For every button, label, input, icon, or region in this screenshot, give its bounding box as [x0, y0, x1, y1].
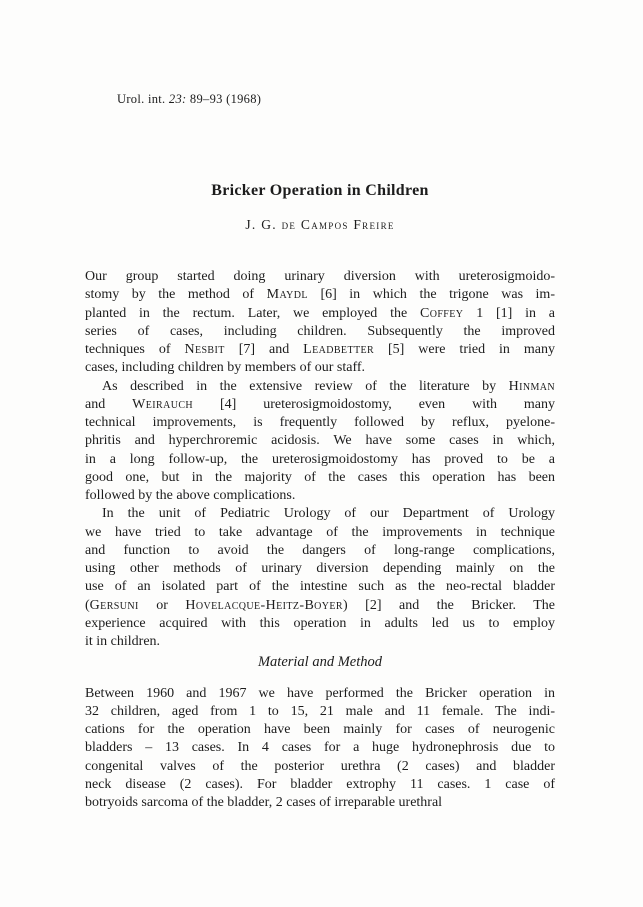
- paragraph: [85, 268, 555, 378]
- text-line: and Weirauch [4] ureterosigmoidostomy, even with many: [85, 396, 555, 412]
- text-line: using other methods of urinary diversion depending mainly on the: [85, 561, 555, 576]
- text-line: planted in the rectum. Later, we employed the Coffey 1 [1] in a: [85, 305, 555, 321]
- text-line: cations for the operation have been mainly for cases of neurogenic: [85, 722, 555, 737]
- small-caps-name: Nesbit: [184, 342, 225, 357]
- text-line: neck disease (2 cases). For bladder extrophy 11 cases. 1 case of: [85, 776, 555, 792]
- text-line: good one, but in the majority of the cases this operation has been: [85, 469, 555, 485]
- text-line: As described in the extensive review of the literature by Hinman: [102, 378, 555, 394]
- small-caps-name: Leadbetter: [303, 342, 375, 357]
- text-line: Our group started doing urinary diversion with ureterosigmoido-: [85, 269, 555, 284]
- small-caps-name: Coffey: [419, 305, 464, 321]
- section-heading: Material and Method: [257, 654, 383, 671]
- small-caps-name: Hovelacque-Heitz-Boyer: [185, 597, 344, 613]
- text-line: In the unit of Pediatric Urology of our Department of Urology: [102, 506, 555, 522]
- text-line: experience acquired with this operation in adults led us to employ: [85, 615, 555, 631]
- small-caps-name: Gersuni: [89, 597, 139, 613]
- text-line: followed by the above complications.: [85, 488, 296, 503]
- text-line: congenital valves of the posterior urethra (2 cases) and bladder: [85, 758, 555, 774]
- small-caps-name: Weirauch: [132, 396, 194, 412]
- paragraph: [85, 685, 555, 813]
- text-line: and function to avoid the dangers of long-range complications,: [85, 542, 555, 558]
- text-line: we have tried to take advantage of the improvements in technique: [85, 524, 555, 540]
- author-name: J. G. de Campos Freire: [245, 217, 395, 232]
- text-line: Between 1960 and 1967 we have performed the Bricker operation in: [85, 685, 555, 701]
- paragraph: [85, 378, 555, 506]
- journal-volume: 23:: [168, 92, 187, 106]
- text-line: technical improvements, is frequently followed by reflux, pyelone-: [85, 415, 555, 430]
- paragraph: [85, 505, 555, 651]
- text-line: cases, including children by members of our staff.: [85, 360, 366, 376]
- text-line: 32 children, aged from 1 to 15, 21 male and 11 female. The indi-: [85, 703, 555, 719]
- text-line: it in children.: [85, 634, 161, 649]
- text-line: stomy by the method of Maydl [6] in which the trigone was im-: [85, 287, 555, 303]
- small-caps-name: Hinman: [508, 378, 555, 394]
- article-title: Bricker Operation in Children: [211, 182, 429, 199]
- article-body: [85, 268, 555, 812]
- journal-name: Urol. int.: [117, 92, 169, 106]
- text-line: series of cases, including children. Subsequently the improved: [85, 323, 555, 339]
- journal-reference: [117, 92, 261, 107]
- text-line: bladders – 13 cases. In 4 cases for a huge hydronephrosis due to: [85, 740, 555, 756]
- text-line: (Gersuni or Hovelacque-Heitz-Boyer) [2] and the Bricker. The: [85, 597, 555, 613]
- journal-pages: 89–93 (1968): [186, 92, 262, 106]
- small-caps-name: Maydl: [266, 287, 308, 303]
- text-line: botryoids sarcoma of the bladder, 2 cases of irreparable urethral: [85, 795, 443, 810]
- text-line: use of an isolated part of the intestine such as the neo-rectal bladder: [85, 579, 555, 595]
- text-line: phritis and hyperchroremic acidosis. We have some cases in which,: [85, 433, 555, 449]
- text-line: techniques of Nesbit [7] and Leadbetter [5] were tried in many: [85, 342, 555, 357]
- text-line: in a long follow-up, the ureterosigmoidostomy has proved to be a: [85, 451, 555, 467]
